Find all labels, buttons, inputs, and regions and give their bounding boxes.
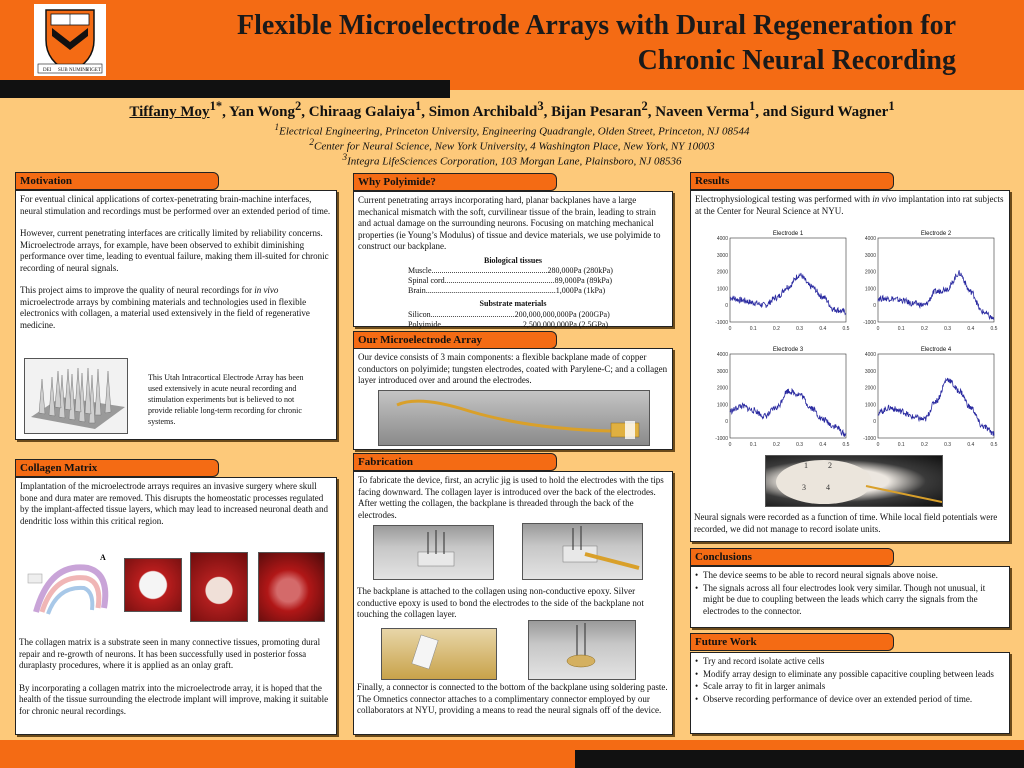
sub-row-silicon: Silicon..........................................200,000,000,000Pa (200GPa) [408,309,610,319]
electrode-1-plot [700,226,850,334]
y-tick-label: 4000 [716,236,728,242]
photo-label-1: 1 [804,461,808,470]
x-tick-label: 0.1 [897,442,905,448]
y-tick-label: 1000 [716,286,728,293]
author: Sigurd Wagner [790,104,889,120]
author: Chiraag Galaiya [308,104,416,120]
plot-title: Electrode 3 [772,347,804,353]
conclusions-heading: Conclusions [690,548,894,566]
results-p2: Neural signals were recorded as a function of time. While local field potentials were recorded, we did not manage to record isolate units. [694,512,998,534]
author-list: Tiffany Moy$^{1*}$, Yan Wong$^2$, Chiraag Galaiya$^1$, Simon Archibald$^3$, Bijan Pesaran$^2$, Naveen Verma$^1$, and Sigurd Wagner$^1$ [129,99,895,120]
collagen-p1: Implantation of the microelectrode arrays requires an invasive surgery where skull bone and dura mater are removed. This disrupts the homeostatic processes regulated by the implant-affected tissue layers, which may lead to increased neuronal death and dendritic loss within this critical region. [20,481,328,526]
affiliation-text: Center for Neural Science, New York University, 4 Washington Place, New York, NY 10003 [314,140,715,153]
affiliation-1 [0,122,1024,138]
why-polyimide-box [353,191,673,327]
footer-black-bar [575,750,1024,768]
bio-row-brain: Brain.................................................................1,000Pa (1kPa) [408,286,606,295]
x-tick-label: 0.2 [920,442,928,448]
author-sup: 2 [295,99,302,113]
y-tick-label: 2000 [716,385,728,392]
header-orange-strip [450,80,1024,90]
plot-frame [730,354,846,438]
future-item: • Try and record isolate active cells [695,656,1005,668]
first-author: Tiffany Moy [129,104,210,120]
plot-frame [878,238,994,322]
fabrication-heading: Fabrication [353,453,557,471]
y-tick-label: 0 [725,419,728,426]
conclusion-item: • The device seems to be able to record neural signals above noise. [695,570,1005,582]
affiliation-3 [0,152,1024,168]
surgery-photo-2 [190,552,248,622]
why-polyimide-heading: Why Polyimide? [353,173,557,191]
array-heading: Our Microelectrode Array [353,331,557,349]
x-tick-label: 0.3 [796,326,804,332]
electrode-3-plot [700,342,850,450]
affiliation-sup: 3 [342,152,348,162]
collagen-heading: Collagen Matrix [15,459,219,477]
author: Naveen Verma [655,104,749,120]
y-tick-label: 3000 [716,368,728,375]
fabrication-p3: Finally, a connector is connected to the bottom of the backplane using soldering paste. The Omnetics connector attaches to a complimentary connector employed by our collaborators at NYU, providing a means to read the neural signals off of the device. [357,682,668,715]
x-tick-label: 0.4 [819,326,827,332]
results-heading: Results [690,172,894,190]
utah-array-caption: This Utah Intracortical Electrode Array has been used extensively in acute neural recording and stimulation experiments but is believed to not provide reliable long-term recording for chronic systems. [148,373,304,426]
x-tick-label: 0.5 [990,326,998,332]
x-tick-label: 0.4 [967,442,975,448]
princeton-shield-icon [34,4,106,76]
motivation-p2: However, current penetrating interfaces are critically limited by reliability concerns. Microelectrode arrays, for example, have been observed to exhibit diminishing performance over time, leading to eventual failure, making them ill-suited for chronic recording of neural signals. [20,228,329,273]
plot-frame [878,354,994,438]
fabrication-p1: To fabricate the device, first, an acrylic jig is used to hold the electrodes with the tips facing downward. The collagen layer is introduced over the back of the electrodes. After wetting the collagen, the backplane is threaded through the back of the electrodes. [358,475,664,520]
fab-photo-connector [381,628,497,680]
results-p1 [695,194,1005,217]
electrode-4-plot [848,342,998,450]
bio-row-muscle: Muscle..........................................................280,000Pa (280kPa) [408,266,613,275]
motivation-p3-italic: in vivo [254,285,279,295]
x-tick-label: 0.3 [796,442,804,448]
x-tick-label: 0.5 [990,442,998,448]
results-p1-b: implantation into rat subjects at the Center for Neural Science at NYU. [695,194,1004,216]
author: Bijan Pesaran [551,104,642,120]
conclusion-item: • The signals across all four electrodes look very similar. Though not unusual, it might be due to coupling between the leads which carry the signals from the electrodes to the connector. [695,583,1005,618]
title-line-2: Chronic Neural Recording [637,45,956,76]
x-tick-label: 0.4 [819,442,827,448]
author-sup: 1 [888,99,895,113]
surgery-photo-1 [124,558,182,612]
logo-motto-mid: SUB NUMINE [58,68,89,73]
future-work-heading: Future Work [690,633,894,651]
diagram-label: A [100,553,106,562]
y-tick-label: 2000 [716,269,728,276]
x-tick-label: 0.5 [842,442,850,448]
affiliation-sup: 2 [309,137,314,147]
x-tick-label: 0.1 [749,442,757,448]
future-work-box [690,652,1010,734]
array-p1: Our device consists of 3 main components: a flexible backplane made of copper conductors on polyimide; tungsten electrodes, coated with Parylene-C; and a collagen layer introduced over and around the electrodes. [358,352,668,385]
fab-photo-backplane [522,523,643,580]
sub-row-polyimide: Polyimide.........................................2,500,000,000Pa (2.5GPa) [408,319,608,329]
x-tick-label: 0.5 [842,326,850,332]
y-tick-label: 1000 [864,286,876,293]
why-p1: Current penetrating arrays incorporating hard, planar backplanes have a large mechanical mismatch with the soft, curvilinear tissue of the brain, leading to strain and actual damage on the surrounding neurons. Focusing on matching mechanical properties (ie Young’s Modulus) of tissue and device materials, we use polyimide to construct our backplane. [358,195,661,251]
plot-title: Electrode 4 [920,347,952,353]
y-tick-label: -1000 [715,436,728,442]
logo-motto-left: DEI [43,68,52,73]
bio-tissues-heading: Biological tissues [483,255,542,265]
photo-label-3: 3 [802,483,806,492]
affiliation-text: Electrical Engineering, Princeton University, Engineering Quadrangle, Olden Street, Princeton, NJ 08544 [279,125,750,138]
title-line-1: Flexible Microelectrode Arrays with Dural Regeneration for [237,10,956,41]
authors-and: and [762,104,787,120]
surgery-photo-3 [258,552,325,622]
x-tick-label: 0.3 [944,442,952,448]
x-tick-label: 0.2 [772,442,780,448]
y-tick-label: 3000 [864,252,876,259]
affiliation-2 [0,137,1024,153]
fab-photo-jig [373,525,494,580]
author-sup: 3 [537,99,544,113]
logo-motto-right: VIGET [86,68,101,73]
y-tick-label: -1000 [715,320,728,326]
x-tick-label: 0.1 [749,326,757,332]
y-tick-label: 3000 [716,252,728,259]
y-tick-label: 1000 [716,402,728,409]
electrode-2-plot [848,226,998,334]
affiliation-text: Integra LifeSciences Corporation, 103 Morgan Lane, Plainsboro, NJ 08536 [347,155,682,168]
future-item: • Scale array to fit in larger animals [695,681,1005,693]
motivation-p3 [20,285,332,331]
affiliation-sup: 1 [274,122,280,132]
future-item: • Observe recording performance of device over an extended period of time. [695,694,1005,706]
collagen-p2: The collagen matrix is a substrate seen in many connective tissues, promoting dural repair and re-growth of neurons. It has been successfully used in posterior fossa duraplasty procedures, where it is applied as an onlay graft. [19,637,321,670]
x-tick-label: 0 [876,442,880,448]
x-tick-label: 0.3 [944,326,952,332]
motivation-p3-b: microelectrode arrays by combining materials and technologies used in flexible electronics with collagen, a material used extensively in the field of regenerative medicine. [20,296,310,330]
substrate-heading: Substrate materials [479,299,547,308]
author: Yan Wong [229,104,296,120]
header-black-bar [0,80,450,98]
results-p1-italic: in vivo [872,194,897,204]
author-sup: 2 [641,99,648,113]
x-tick-label: 0.2 [772,326,780,332]
y-tick-label: -1000 [863,320,876,326]
y-tick-label: 0 [873,419,876,426]
x-tick-label: 0 [876,326,880,332]
author-sup: 1 [748,99,756,113]
plot-title: Electrode 2 [920,231,952,237]
collagen-p3: By incorporating a collagen matrix into the microelectrode array, it is hoped that the health of the tissue surrounding the electrode implant will improve, making it suitable for chronic neural recordings. [19,682,329,716]
motivation-p3-a: This project aims to improve the quality of neural recordings for [20,285,255,295]
fabrication-p2: The backplane is attached to the collagen using non-conductive epoxy. Silver conductive epoxy is used to bond the electrodes to the side of the backplane not touching the collagen layer. [357,586,644,619]
x-tick-label: 0.2 [920,326,928,332]
y-tick-label: 0 [725,303,728,310]
y-tick-label: 0 [873,303,876,310]
motivation-p1: For eventual clinical applications of cortex-penetrating brain-machine interfaces, neural stimulation and recordings must be performed over an extended period of time. [20,194,331,216]
dura-layer-diagram [26,552,118,628]
utah-array-image [24,358,128,434]
y-tick-label: 1000 [864,402,876,409]
bio-row-spinal: Spinal cord.......................................................89,000Pa (89kPa) [408,276,612,285]
first-author-sup: 1* [209,99,223,113]
results-p1-a: Electrophysiological testing was performed with [695,194,873,204]
y-tick-label: 3000 [864,368,876,375]
fab-photo-assembled [528,620,636,680]
future-item: • Modify array design to eliminate any possible capacitive coupling between leads [695,669,1005,681]
x-tick-label: 0 [728,326,732,332]
y-tick-label: 4000 [864,236,876,242]
plot-title: Electrode 1 [772,231,804,237]
motivation-heading: Motivation [15,172,219,190]
device-photo [378,390,650,446]
y-tick-label: 4000 [864,352,876,358]
plot-frame [730,238,846,322]
collagen-text-lower [19,637,335,717]
author-sup: 1 [415,99,422,113]
y-tick-label: 2000 [864,385,876,392]
y-tick-label: 2000 [864,269,876,276]
conclusions-box [690,566,1010,628]
y-tick-label: -1000 [863,436,876,442]
photo-label-4: 4 [826,483,830,492]
poster-title [140,8,956,78]
x-tick-label: 0.4 [967,326,975,332]
x-tick-label: 0 [728,442,732,448]
photo-label-2: 2 [828,461,832,470]
rat-implant-photo [765,455,943,507]
y-tick-label: 4000 [716,352,728,358]
author: Simon Archibald [428,104,538,120]
x-tick-label: 0.1 [897,326,905,332]
